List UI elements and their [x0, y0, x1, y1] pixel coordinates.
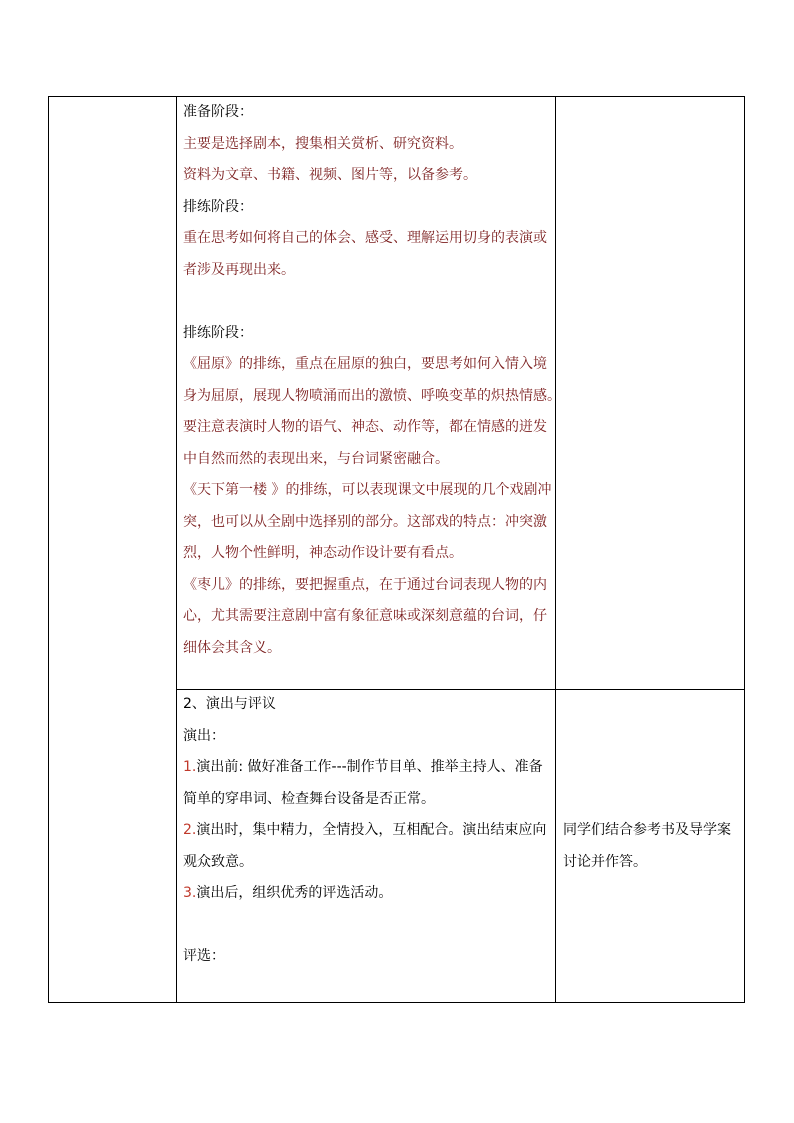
table-border-left: [48, 96, 49, 1003]
row2-right-cell: [563, 815, 731, 878]
list-item-text: 演出后，组织优秀的评选活动。: [196, 885, 393, 901]
list-number: 3.: [183, 885, 197, 901]
content-line: [183, 878, 546, 910]
content-line: 重在思考如何将自己的体会、感受、理解运用切身的表演或: [183, 230, 547, 246]
content-line: 准备阶段：: [183, 104, 253, 120]
content-line: [183, 910, 546, 942]
list-number: 1.: [183, 759, 197, 775]
content-line: 《枣儿》的排练，要把握重点，在于通过台词表现人物的内: [183, 576, 547, 593]
content-line: 烈，人物个性鲜明，神态动作设计要有看点。: [183, 545, 463, 561]
content-line: 中自然而然的表现出来，与台词紧密融合。: [183, 450, 449, 467]
content-line: 2、演出与评议: [183, 696, 276, 712]
content-line: 排练阶段：: [183, 198, 253, 215]
right-cell-line: 同学们结合参考书及导学案: [563, 822, 731, 838]
content-line: 身为屈原，展现人物喷涌而出的激愤、呼唤变革的炽热情感。: [183, 387, 561, 404]
content-line: [183, 752, 546, 784]
content-line: [183, 815, 546, 847]
content-line: 突，也可以从全剧中选择别的部分。这部戏的特点：冲突激: [183, 513, 547, 530]
row1-content-cell: [183, 97, 561, 664]
content-line: 评选：: [183, 948, 225, 964]
table-border-bottom: [48, 1002, 745, 1003]
content-line: 者涉及再现出来。: [183, 261, 295, 278]
list-number: 2.: [183, 822, 197, 838]
content-line: 排练阶段：: [183, 324, 253, 341]
table-divider-col1: [176, 96, 177, 1003]
list-item-text: 演出时，集中精力，全情投入，互相配合。演出结束应向: [196, 822, 547, 838]
content-line: 演出：: [183, 727, 225, 744]
right-cell-line: 讨论并作答。: [563, 853, 647, 870]
row2-content-cell: [183, 689, 546, 973]
content-line: 资料为文章、书籍、视频、图片等，以备参考。: [183, 167, 477, 183]
content-line: 观众致意。: [183, 853, 253, 870]
content-line: 细体会其含义。: [183, 639, 281, 656]
table-border-right: [744, 96, 745, 1003]
content-line: 《天下第一楼 》的排练，可以表现课文中展现的几个戏剧冲: [183, 482, 552, 498]
content-line: 心，尤其需要注意剧中富有象征意味或深刻意蕴的台词，仔: [183, 608, 547, 624]
content-line: 主要是选择剧本，搜集相关赏析、研究资料。: [183, 135, 463, 152]
list-item-text: 演出前: 做好准备工作---制作节目单、推举主持人、准备: [196, 759, 543, 775]
content-line: 《屈原》的排练，重点在屈原的独白，要思考如何入情入境: [183, 356, 547, 372]
content-line: 要注意表演时人物的语气、神态、动作等，都在情感的迸发: [183, 419, 547, 435]
content-line: 简单的穿串词、检查舞台设备是否正常。: [183, 790, 435, 807]
content-line: [183, 286, 561, 318]
